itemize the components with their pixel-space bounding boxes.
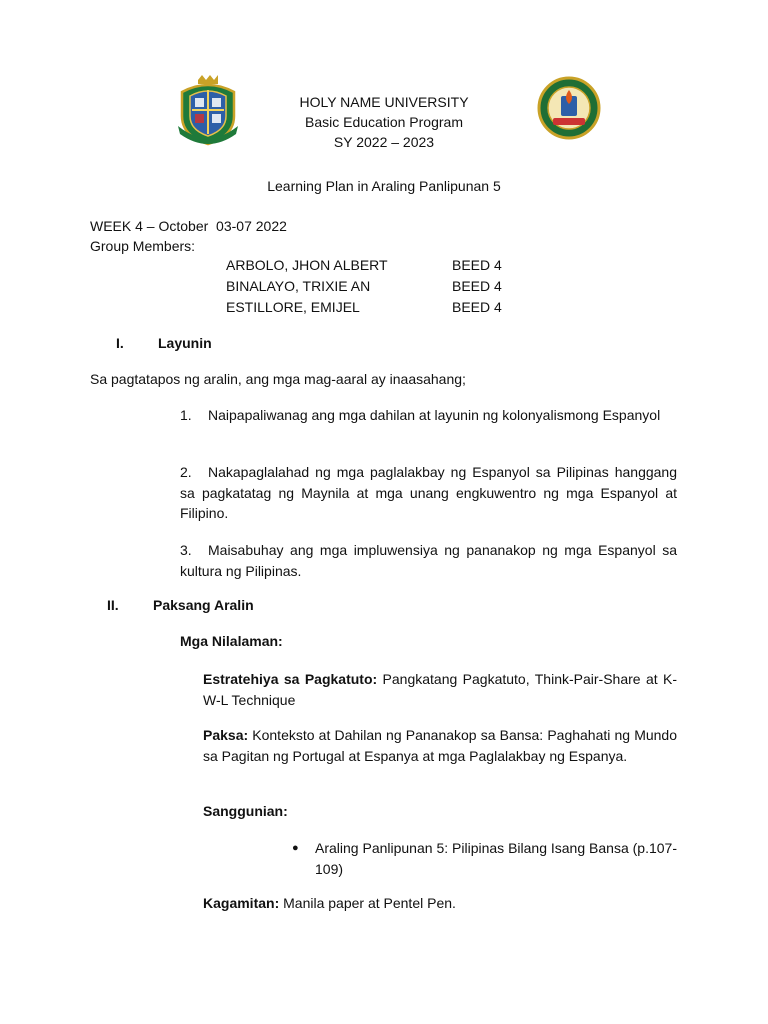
strategy-label: Estratehiya sa Pagkatuto: bbox=[203, 671, 378, 687]
member-course: BEED 4 bbox=[452, 257, 502, 273]
objective-number: 1. bbox=[180, 407, 192, 423]
program-name: Basic Education Program bbox=[305, 114, 463, 130]
strategy-paragraph bbox=[203, 669, 677, 710]
bullet-icon: ● bbox=[292, 842, 299, 854]
paksa-label: Paksa: bbox=[203, 727, 249, 743]
group-members-label: Group Members: bbox=[90, 238, 196, 254]
member-name: ARBOLO, JHON ALBERT bbox=[226, 257, 388, 273]
member-row bbox=[0, 278, 768, 298]
objective-item bbox=[180, 462, 677, 524]
strategy-text: Pangkatang Pagkatuto, Think-Pair-Share at K-W-L Technique bbox=[203, 671, 678, 708]
kagamitan-text: Manila paper at Pentel Pen. bbox=[279, 895, 456, 911]
sanggunian-label: Sanggunian: bbox=[203, 803, 288, 819]
section-1-heading: Layunin bbox=[158, 335, 212, 351]
objective-text: Naipapaliwanag ang mga dahilan at layunin ng kolonyalismong Espanyol bbox=[208, 407, 661, 423]
school-year: SY 2022 – 2023 bbox=[333, 134, 435, 150]
paksa-paragraph bbox=[203, 725, 677, 766]
section-2-heading: Paksang Aralin bbox=[153, 597, 254, 613]
objective-text: Nakapaglalahad ng mga paglalakbay ng Espanyol sa Pilipinas hanggang sa pagkatatag ng Maynila at mga unang engkuwentro ng mga Espanyol at Filipino. bbox=[180, 464, 677, 521]
section-2-numeral: II. bbox=[107, 597, 119, 613]
basic-education-department-seal bbox=[537, 72, 601, 148]
objective-item bbox=[180, 540, 677, 581]
objective-item bbox=[180, 405, 677, 426]
section-1-numeral: I. bbox=[116, 335, 124, 351]
member-row bbox=[0, 257, 768, 277]
member-name: BINALAYO, TRIXIE AN bbox=[226, 278, 371, 294]
objective-number: 3. bbox=[180, 542, 192, 558]
member-row bbox=[0, 299, 768, 319]
nilalaman-label: Mga Nilalaman: bbox=[180, 633, 283, 649]
paksa-text: Konteksto at Dahilan ng Pananakop sa Bansa: Paghahati ng Mundo sa Pagitan ng Portugal at Espanya at mga Paglalakbay ng Espanya. bbox=[203, 727, 677, 764]
member-name: ESTILLORE, EMIJEL bbox=[226, 299, 360, 315]
objective-number: 2. bbox=[180, 464, 192, 480]
member-course: BEED 4 bbox=[452, 299, 502, 315]
kagamitan-paragraph bbox=[203, 895, 456, 911]
objective-text: Maisabuhay ang mga impluwensiya ng pananakop ng mga Espanyol sa kultura ng Pilipinas. bbox=[180, 542, 677, 579]
kagamitan-label: Kagamitan: bbox=[203, 895, 280, 911]
sanggunian-item: Araling Panlipunan 5: Pilipinas Bilang Isang Bansa (p.107-109) bbox=[315, 840, 677, 877]
document-title: Learning Plan in Araling Panlipunan 5 bbox=[267, 178, 501, 194]
member-course: BEED 4 bbox=[452, 278, 502, 294]
objectives-intro: Sa pagtatapos ng aralin, ang mga mag-aaral ay inaasahang; bbox=[90, 371, 466, 387]
university-name: HOLY NAME UNIVERSITY bbox=[299, 94, 469, 110]
week-line: WEEK 4 – October 03-07 2022 bbox=[90, 218, 287, 234]
